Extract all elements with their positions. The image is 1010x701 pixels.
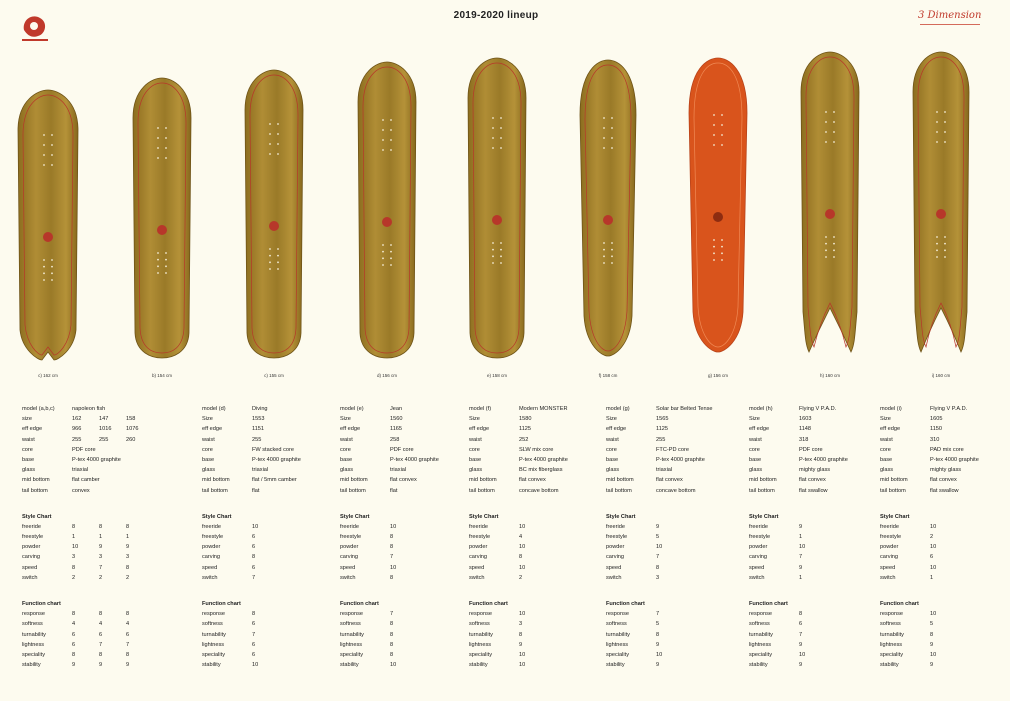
spec-row: mid bottom flat convex: [880, 477, 957, 484]
spec-row: Style Chart: [340, 513, 370, 520]
spec-row: switch 3: [606, 574, 660, 581]
spec-row: waist 252: [469, 436, 529, 443]
spec-row: waist 318: [749, 436, 809, 443]
spec-row: powder 10: [606, 544, 663, 551]
spec-row: speed 8 7 8: [22, 564, 130, 571]
spec-column: [22, 404, 153, 670]
spec-row: Function chart: [606, 601, 645, 607]
spec-row: Function chart: [202, 601, 241, 607]
spec-row: freeride 9: [606, 523, 660, 530]
spec-row: tail bottom concave bottom: [469, 487, 559, 494]
spec-row: powder 8: [340, 544, 394, 551]
spec-row: switch 2 2 2: [22, 574, 130, 581]
spec-row: speed 9: [749, 564, 803, 571]
spec-row: Style Chart: [880, 513, 910, 520]
board-7: [689, 58, 747, 352]
spec-row: switch 8: [340, 574, 394, 581]
spec-row: core SLW mix core: [469, 446, 554, 453]
spec-row: response 10: [880, 611, 937, 618]
spec-row: switch 7: [202, 574, 256, 581]
spec-row: tail bottom flat swallow: [749, 487, 828, 494]
spec-row: speciality 10: [880, 651, 937, 658]
spec-row: freestyle 2: [880, 534, 934, 541]
spec-row: softness 3: [469, 621, 523, 628]
spec-row: speed 10: [880, 564, 937, 571]
spec-row: eff edge 1148: [749, 426, 812, 433]
spec-row: powder 10: [469, 544, 526, 551]
spec-row: freestyle 6: [202, 534, 256, 541]
spec-row: base P-tex 4000 graphite: [340, 456, 439, 463]
board-caption: i) 160 cm: [931, 373, 951, 378]
spec-row: core PDF core: [22, 446, 96, 453]
spec-row: speed 10: [469, 564, 526, 571]
spec-row: glass triaxial: [22, 467, 89, 474]
spec-row: switch 1: [880, 574, 934, 581]
spec-row: lightness 8: [340, 641, 394, 648]
spec-row: mid bottom flat camber: [22, 477, 100, 484]
board-caption: g) 156 cm: [707, 373, 728, 378]
spec-column: [340, 404, 470, 670]
spec-row: model (e) Jean: [340, 406, 403, 412]
spec-row: speed 6: [202, 564, 256, 571]
spec-row: tail bottom concave bottom: [606, 487, 696, 494]
spec-row: eff edge 1165: [340, 426, 403, 433]
spec-row: eff edge 966 1016 1076: [22, 426, 139, 433]
spec-row: powder 6: [202, 544, 256, 551]
spec-row: Style Chart: [22, 513, 52, 520]
spec-row: freeride 8 8 8: [22, 523, 130, 530]
spec-row: stability 10: [469, 662, 526, 669]
spec-row: glass triaxial: [606, 467, 673, 474]
spec-row: turnability 7: [202, 631, 256, 638]
spec-row: softness 5: [606, 621, 660, 628]
spec-row: stability 9: [749, 662, 803, 669]
board-caption: c) 162 cm: [38, 373, 58, 378]
spec-row: tail bottom flat: [340, 487, 398, 494]
spec-row: powder 10: [749, 544, 806, 551]
spec-row: speciality 10: [469, 651, 526, 658]
spec-row: Size 1560: [340, 416, 403, 423]
spec-row: turnability 8: [880, 631, 934, 638]
spec-row: waist 255: [202, 436, 262, 443]
spec-row: model (i) Flying V P.A.D.: [880, 406, 968, 412]
spec-row: response 8 8 8: [22, 611, 130, 618]
spec-row: Function chart: [469, 601, 508, 607]
board-8: [801, 52, 859, 352]
spec-row: carving 6: [880, 554, 934, 561]
spec-row: core FW stacked core: [202, 446, 294, 453]
spec-row: lightness 6: [202, 641, 256, 648]
spec-row: waist 255: [606, 436, 666, 443]
spec-column: [880, 404, 1010, 670]
board-9: [913, 52, 969, 352]
spec-row: Style Chart: [749, 513, 779, 520]
spec-column: [606, 404, 736, 670]
spec-row: base P-tex 4000 graphite: [880, 456, 979, 463]
spec-row: carving 7: [606, 554, 660, 561]
spec-row: carving 3 3 3: [22, 554, 130, 561]
spec-row: mid bottom flat convex: [749, 477, 826, 484]
spec-row: eff edge 1151: [202, 426, 265, 433]
spec-column: [202, 404, 332, 670]
spec-row: glass triaxial: [202, 467, 269, 474]
board-caption: b) 154 cm: [151, 373, 172, 378]
spec-row: lightness 9: [469, 641, 523, 648]
spec-row: switch 1: [749, 574, 803, 581]
spec-row: waist 258: [340, 436, 400, 443]
spec-row: glass mighty glass: [749, 467, 831, 474]
spec-row: turnability 6 6 6: [22, 631, 130, 638]
spec-column: [469, 404, 599, 670]
spec-column: [749, 404, 879, 670]
spec-row: response 7: [340, 611, 394, 618]
spec-row: response 7: [606, 611, 660, 618]
spec-row: Size 1565: [606, 416, 669, 423]
spec-row: response 8: [202, 611, 256, 618]
spec-row: stability 10: [340, 662, 397, 669]
board-6: [580, 60, 636, 356]
spec-row: base P-tex 4000 graphite: [606, 456, 705, 463]
board-4: [358, 62, 416, 358]
spec-row: carving 7: [340, 554, 394, 561]
spec-row: Size 1580: [469, 416, 532, 423]
spec-row: waist 310: [880, 436, 940, 443]
spec-row: Style Chart: [202, 513, 232, 520]
spec-row: core PAD mix core: [880, 446, 964, 453]
spec-row: tail bottom flat: [202, 487, 260, 494]
page-title: 2019-2020 lineup: [453, 10, 539, 21]
spec-row: freestyle 5: [606, 534, 660, 541]
spec-row: freestyle 8: [340, 534, 394, 541]
spec-row: base P-tex 4000 graphite: [202, 456, 301, 463]
spec-row: mid bottom flat convex: [606, 477, 683, 484]
spec-row: tail bottom flat swallow: [880, 487, 959, 494]
spec-row: softness 8: [340, 621, 394, 628]
spec-row: eff edge 1125: [606, 426, 669, 433]
board-2: [133, 78, 191, 358]
spec-row: Function chart: [22, 601, 61, 607]
board-caption: c) 155 cm: [264, 373, 284, 378]
spec-row: eff edge 1150: [880, 426, 943, 433]
spec-row: softness 6: [749, 621, 803, 628]
spec-row: stability 9: [606, 662, 660, 669]
spec-row: core PDF core: [749, 446, 823, 453]
spec-row: Function chart: [749, 601, 788, 607]
spec-row: freeride 10: [880, 523, 937, 530]
spec-row: base P-tex 4000 graphite: [469, 456, 568, 463]
spec-row: model (d) Diving: [202, 406, 268, 412]
board-5: [468, 58, 526, 358]
spec-row: model (h) Flying V P.A.D.: [749, 406, 837, 412]
spec-row: turnability 8: [606, 631, 660, 638]
spec-row: carving 7: [749, 554, 803, 561]
spec-row: model (g) Solar bar Belted Tense: [606, 406, 713, 412]
board-caption: f) 158 cm: [598, 373, 618, 378]
spec-row: Style Chart: [469, 513, 499, 520]
spec-row: response 10: [469, 611, 526, 618]
spec-row: Size 1553: [202, 416, 265, 423]
spec-row: glass BC mix fiberglass: [469, 467, 563, 474]
spec-row: lightness 9: [749, 641, 803, 648]
spec-row: speciality 10: [749, 651, 806, 658]
board-caption: e) 158 cm: [486, 373, 507, 378]
brand-name: 3 Dimension: [918, 10, 982, 21]
spec-row: switch 2: [469, 574, 523, 581]
spec-row: freestyle 1: [749, 534, 803, 541]
spec-row: softness 4 4 4: [22, 621, 130, 628]
spec-row: carving 8: [202, 554, 256, 561]
spec-row: softness 5: [880, 621, 934, 628]
board-caption: d) 156 cm: [376, 373, 397, 378]
spec-row: stability 10: [202, 662, 259, 669]
board-caption: h) 160 cm: [819, 373, 840, 378]
spec-row: glass triaxial: [340, 467, 407, 474]
spec-row: glass mighty glass: [880, 467, 962, 474]
spec-row: stability 9 9 9: [22, 662, 130, 669]
spec-row: powder 10 9 9: [22, 544, 130, 551]
spec-row: turnability 8: [469, 631, 523, 638]
spec-row: stability 9: [880, 662, 934, 669]
spec-row: eff edge 1125: [469, 426, 532, 433]
spec-row: waist 255 255 260: [22, 436, 136, 443]
spec-row: turnability 8: [340, 631, 394, 638]
spec-row: speciality 6: [202, 651, 256, 658]
board-1: [18, 90, 78, 360]
spec-row: speed 10: [340, 564, 397, 571]
spec-row: response 8: [749, 611, 803, 618]
spec-row: speciality 10: [606, 651, 663, 658]
spec-row: freeride 10: [340, 523, 397, 530]
spec-row: lightness 9: [606, 641, 660, 648]
spec-row: speciality 8 8 8: [22, 651, 130, 658]
spec-row: carving 8: [469, 554, 523, 561]
spec-row: lightness 9: [880, 641, 934, 648]
spec-row: freeride 10: [202, 523, 259, 530]
spec-row: base P-tex 4000 graphite: [22, 456, 121, 463]
spec-row: speciality 8: [340, 651, 394, 658]
spec-row: softness 6: [202, 621, 256, 628]
spec-row: Size 1603: [749, 416, 812, 423]
spec-row: mid bottom flat convex: [340, 477, 417, 484]
spec-row: mid bottom flat / 5mm camber: [202, 477, 297, 484]
spec-row: core PDF core: [340, 446, 414, 453]
spec-row: Function chart: [340, 601, 379, 607]
spec-row: freestyle 1 1 1: [22, 534, 130, 541]
spec-row: freestyle 4: [469, 534, 523, 541]
spec-row: base P-tex 4000 graphite: [749, 456, 848, 463]
spec-row: size 162 147 158: [22, 416, 136, 423]
spec-row: speed 8: [606, 564, 660, 571]
spec-row: Function chart: [880, 601, 919, 607]
spec-row: Size 1605: [880, 416, 943, 423]
spec-row: powder 10: [880, 544, 937, 551]
spec-row: model (a,b,c) napoleon fish: [22, 406, 106, 412]
spec-row: lightness 6 7 7: [22, 641, 130, 648]
spec-row: tail bottom convex: [22, 487, 90, 494]
spec-row: core FTC-PD core: [606, 446, 689, 453]
spec-row: freeride 10: [469, 523, 526, 530]
board-3: [245, 70, 303, 358]
spec-row: turnability 7: [749, 631, 803, 638]
spec-row: mid bottom flat convex: [469, 477, 546, 484]
spec-row: freeride 9: [749, 523, 803, 530]
spec-row: model (f) Modern MONSTER: [469, 406, 568, 412]
spec-row: Style Chart: [606, 513, 636, 520]
